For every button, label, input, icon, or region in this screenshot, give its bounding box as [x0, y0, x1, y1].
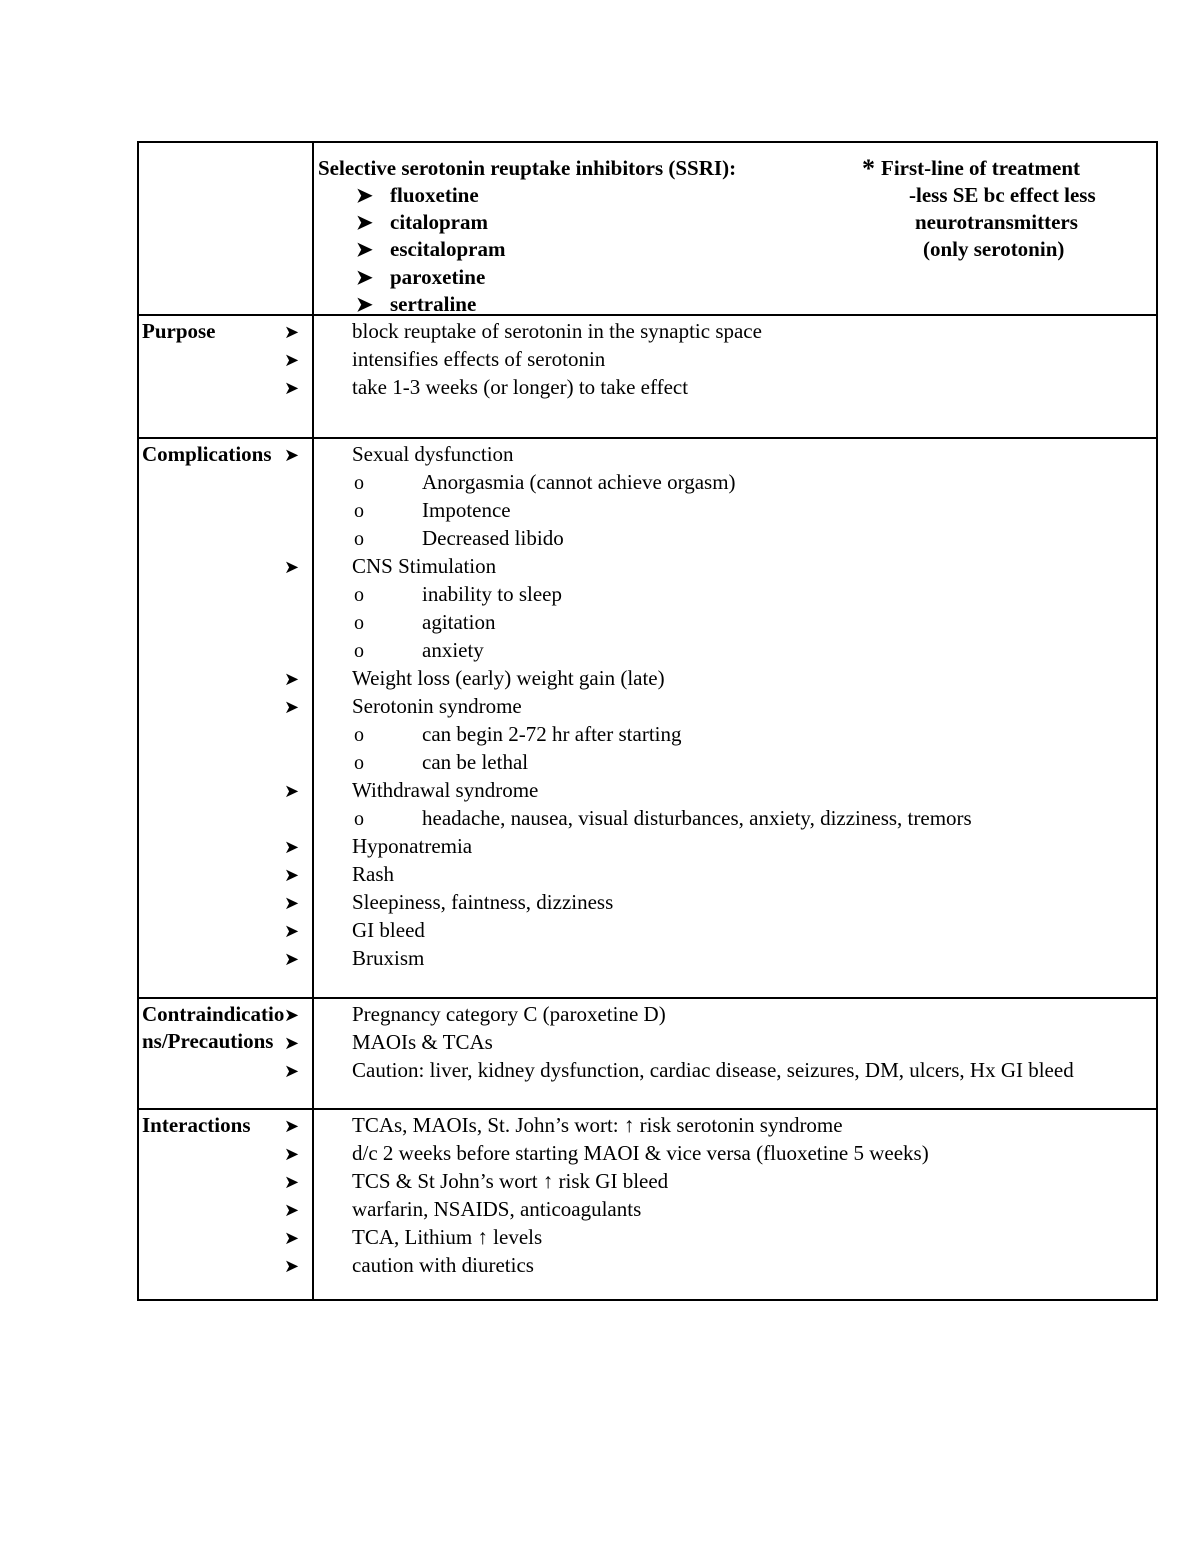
header-block — [318, 145, 1152, 314]
contraindications-label-part1: Contraindicatio — [142, 1002, 285, 1026]
first-line-note — [862, 155, 1080, 182]
contraindications-label-part2: ns/Precautions — [142, 1029, 274, 1053]
drug-item-text: escitalopram — [390, 237, 506, 262]
complication-sub-text: can be lethal — [422, 750, 529, 774]
complication-item-text: GI bleed — [352, 918, 425, 942]
first-line-text: First-line of treatment — [881, 156, 1081, 180]
complication-sub-text: can begin 2-72 hr after starting — [422, 722, 682, 746]
contraindications-content — [284, 998, 1157, 1109]
contraindication-item-text: Pregnancy category C (paroxetine D) — [352, 1002, 666, 1026]
interaction-item-text: TCAs, MAOIs, St. John’s wort: ↑ risk serotonin syndrome — [352, 1113, 843, 1137]
circle-bullet-icon: o — [354, 472, 364, 494]
drug-item — [356, 236, 505, 263]
complication-item — [284, 777, 1152, 805]
drug-list — [356, 182, 505, 318]
contraindications-row — [138, 998, 1157, 1109]
interaction-item-text: TCS & St John’s wort ↑ risk GI bleed — [352, 1169, 669, 1193]
complication-item — [284, 441, 1152, 469]
complication-sub-list — [318, 581, 1152, 665]
arrow-bullet-icon: ➤ — [284, 697, 300, 717]
purpose-label: Purpose — [138, 315, 313, 438]
drug-item — [356, 264, 505, 291]
complication-item-text: Sleepiness, faintness, dizziness — [352, 890, 614, 914]
complication-sub-list — [318, 721, 1152, 777]
purpose-row — [138, 315, 1157, 438]
purpose-item — [284, 374, 1152, 402]
interaction-item-text: TCA, Lithium ↑ levels — [352, 1225, 543, 1249]
interaction-item-text: warfarin, NSAIDS, anticoagulants — [352, 1197, 642, 1221]
complication-sub-item — [318, 749, 1152, 777]
complication-sub-item — [318, 497, 1152, 525]
complication-item-text: Weight loss (early) weight gain (late) — [352, 666, 665, 690]
contraindication-item-text: MAOIs & TCAs — [352, 1030, 493, 1054]
complication-sub-list — [318, 469, 1152, 553]
purpose-item-text: intensifies effects of serotonin — [352, 347, 606, 371]
header-content-cell — [313, 142, 1157, 315]
circle-bullet-icon: o — [354, 500, 364, 522]
circle-bullet-icon: o — [354, 612, 364, 634]
complication-item-text: Bruxism — [352, 946, 425, 970]
header-row — [138, 142, 1157, 315]
arrow-bullet-icon: ➤ — [284, 350, 300, 370]
interaction-item — [284, 1168, 1152, 1196]
arrow-bullet-icon: ➤ — [284, 669, 300, 689]
arrow-bullet-icon: ➤ — [284, 1256, 300, 1276]
complication-sub-wrap — [318, 721, 1152, 777]
complication-item — [284, 553, 1152, 581]
complication-sub-text: headache, nausea, visual disturbances, anxiety, dizziness, tremors — [422, 806, 972, 830]
arrow-bullet-icon: ➤ — [356, 293, 373, 316]
interaction-item — [284, 1252, 1152, 1280]
arrow-bullet-icon: ➤ — [356, 266, 373, 289]
interaction-item-text: d/c 2 weeks before starting MAOI & vice versa (fluoxetine 5 weeks) — [352, 1141, 929, 1165]
drug-item-text: paroxetine — [390, 264, 486, 289]
complication-item-text: Hyponatremia — [352, 834, 473, 858]
interactions-content — [284, 1109, 1157, 1300]
complication-sub-wrap — [318, 469, 1152, 553]
arrow-bullet-icon: ➤ — [284, 1200, 300, 1220]
arrow-bullet-icon: ➤ — [284, 1061, 300, 1081]
complication-sub-item — [318, 721, 1152, 749]
contraindications-list — [284, 1001, 1152, 1085]
arrow-bullet-icon: ➤ — [284, 781, 300, 801]
arrow-bullet-icon: ➤ — [356, 239, 373, 262]
purpose-content — [284, 315, 1157, 438]
drug-item-text: fluoxetine — [390, 183, 479, 207]
complication-sub-text: Decreased libido — [422, 526, 564, 550]
note-line-3: neurotransmitters — [915, 210, 1078, 234]
arrow-bullet-icon: ➤ — [284, 322, 300, 342]
arrow-bullet-icon: ➤ — [284, 1116, 300, 1136]
complication-sub-item — [318, 637, 1152, 665]
arrow-bullet-icon: ➤ — [284, 1144, 300, 1164]
arrow-bullet-icon: ➤ — [284, 378, 300, 398]
arrow-bullet-icon: ➤ — [356, 212, 373, 235]
complication-sub-list — [318, 805, 1152, 833]
complication-item-text: Sexual dysfunction — [352, 442, 514, 466]
drug-item-text: citalopram — [390, 210, 488, 235]
arrow-bullet-icon: ➤ — [284, 837, 300, 857]
arrow-bullet-icon: ➤ — [284, 921, 300, 941]
complication-sub-text: anxiety — [422, 638, 484, 662]
contraindication-item — [284, 1029, 1152, 1057]
complication-sub-wrap — [318, 805, 1152, 833]
complication-item — [284, 945, 1152, 973]
circle-bullet-icon: o — [354, 640, 364, 662]
arrow-bullet-icon: ➤ — [284, 445, 300, 465]
interaction-item-text: caution with diuretics — [352, 1253, 534, 1277]
purpose-item-text: block reuptake of serotonin in the synaptic space — [352, 319, 762, 343]
circle-bullet-icon: o — [354, 752, 364, 774]
complications-content — [284, 438, 1157, 998]
complication-item-text: Withdrawal syndrome — [352, 778, 539, 802]
complication-item-text: Serotonin syndrome — [352, 694, 522, 718]
purpose-item-text: take 1-3 weeks (or longer) to take effect — [352, 375, 689, 399]
complications-label: Complications — [138, 438, 313, 998]
header-label-cell — [138, 142, 313, 315]
purpose-item — [284, 346, 1152, 374]
arrow-bullet-icon: ➤ — [284, 557, 300, 577]
arrow-bullet-icon: ➤ — [284, 893, 300, 913]
complication-item — [284, 693, 1152, 721]
arrow-bullet-icon: ➤ — [284, 1172, 300, 1192]
complication-sub-text: agitation — [422, 610, 496, 634]
complications-list — [284, 441, 1152, 973]
arrow-bullet-icon: ➤ — [284, 865, 300, 885]
circle-bullet-icon: o — [354, 584, 364, 606]
drug-item — [356, 182, 505, 209]
arrow-bullet-icon: ➤ — [284, 949, 300, 969]
drug-class-title: Selective serotonin reuptake inhibitors (SSRI): — [318, 156, 737, 180]
drug-item — [356, 209, 505, 236]
interactions-list — [284, 1112, 1152, 1280]
circle-bullet-icon: o — [354, 528, 364, 550]
complication-item — [284, 665, 1152, 693]
complication-item — [284, 917, 1152, 945]
complication-sub-item — [318, 609, 1152, 637]
complication-item — [284, 889, 1152, 917]
interactions-label: Interactions — [138, 1109, 313, 1300]
complications-row — [138, 438, 1157, 998]
interaction-item — [284, 1224, 1152, 1252]
interactions-row — [138, 1109, 1157, 1300]
complication-sub-item — [318, 805, 1152, 833]
ssri-table — [137, 141, 1158, 1301]
complication-item — [284, 861, 1152, 889]
complication-sub-text: Impotence — [422, 498, 511, 522]
contraindication-item — [284, 1001, 1152, 1029]
complication-item-text: CNS Stimulation — [352, 554, 497, 578]
complication-sub-item — [318, 525, 1152, 553]
circle-bullet-icon: o — [354, 724, 364, 746]
note-line-2: -less SE bc effect less — [909, 183, 1096, 207]
interaction-item — [284, 1112, 1152, 1140]
complication-item — [284, 833, 1152, 861]
complication-sub-wrap — [318, 581, 1152, 665]
arrow-bullet-icon: ➤ — [284, 1228, 300, 1248]
drug-item-text: sertraline — [390, 291, 477, 316]
complication-sub-text: Anorgasmia (cannot achieve orgasm) — [422, 470, 736, 494]
note-line-4: (only serotonin) — [923, 237, 1065, 261]
arrow-bullet-icon: ➤ — [356, 185, 373, 207]
interaction-item — [284, 1140, 1152, 1168]
interaction-item — [284, 1196, 1152, 1224]
contraindication-item — [284, 1057, 1152, 1085]
complication-sub-text: inability to sleep — [422, 582, 562, 606]
complication-item-text: Rash — [352, 862, 394, 886]
drug-item — [356, 291, 505, 318]
arrow-bullet-icon: ➤ — [284, 1033, 300, 1053]
asterisk-icon: * — [862, 154, 875, 183]
purpose-list — [284, 318, 1152, 402]
complication-sub-item — [318, 581, 1152, 609]
circle-bullet-icon: o — [354, 808, 364, 830]
purpose-item — [284, 318, 1152, 346]
complication-sub-item — [318, 469, 1152, 497]
contraindication-item-text: Caution: liver, kidney dysfunction, cardiac disease, seizures, DM, ulcers, Hx GI bleed — [352, 1058, 1074, 1082]
arrow-bullet-icon: ➤ — [284, 1005, 300, 1025]
